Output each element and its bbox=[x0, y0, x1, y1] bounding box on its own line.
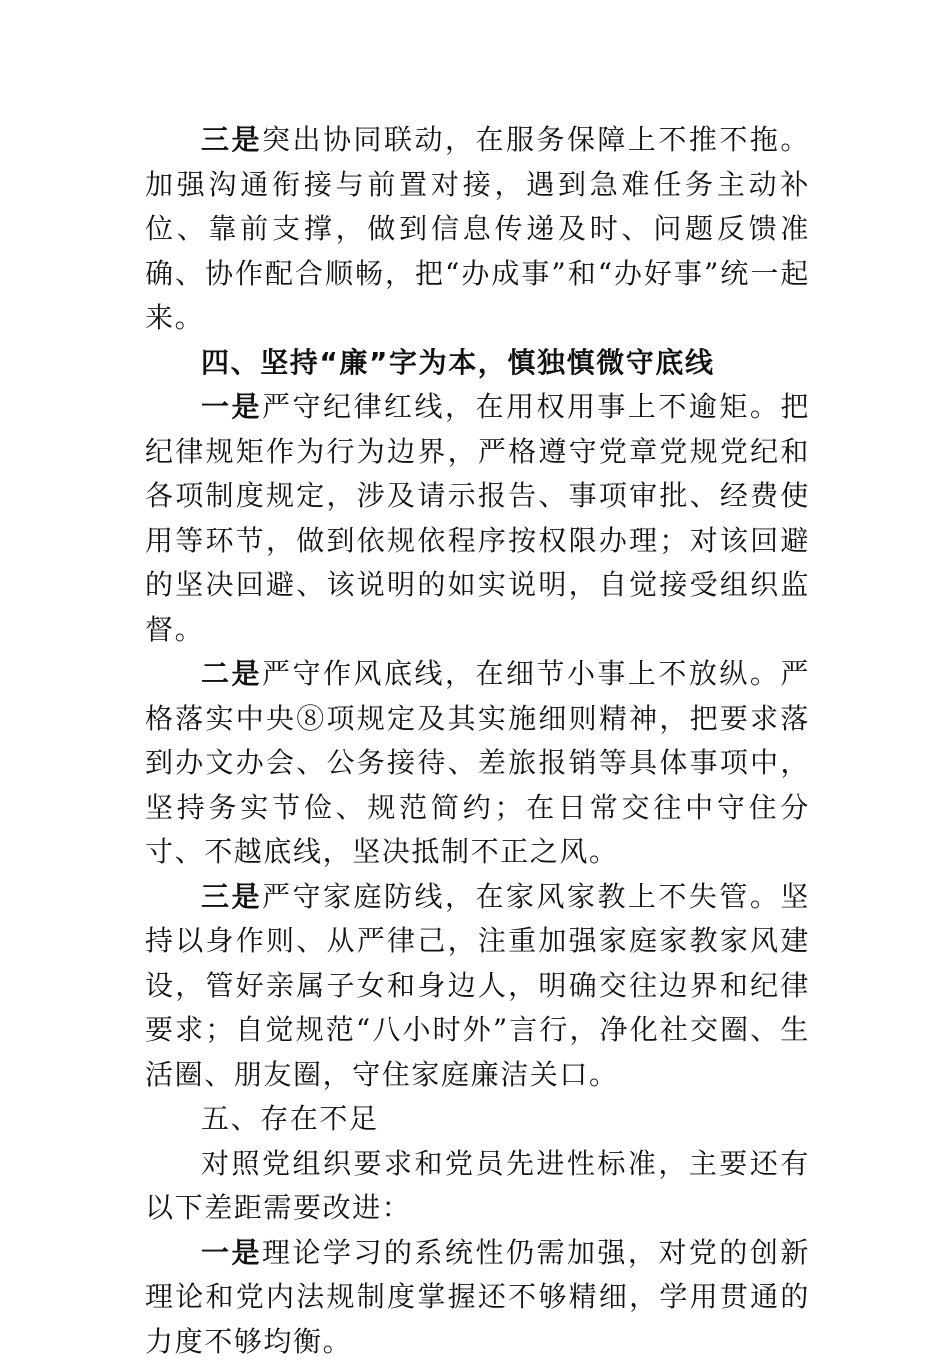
paragraph-work-style bbox=[145, 652, 810, 875]
section-heading-shortcomings: 五、存在不足 bbox=[145, 1097, 810, 1142]
paragraph-text: 严守家庭防线，在家风家教上不失管。坚持以身作则、从严律己，注重加强家庭家教家风建设，管好亲属子女和身边人，明确交往边界和纪律要求；自觉规范“八小时外”言行，净化社交圈、生活圈、朋友圈，守住家庭廉洁关口。 bbox=[145, 880, 810, 1091]
paragraph-lead: 二是 bbox=[201, 657, 262, 690]
paragraph-text: 严守作风底线，在细节小事上不放纵。严格落实中央⑧项规定及其实施细则精神，把要求落到办文办会、公务接待、差旅报销等具体事项中，坚持务实节俭、规范简约；在日常交往中守住分寸、不越底线，坚决抵制不正之风。 bbox=[145, 657, 810, 868]
paragraph-text: 突出协同联动，在服务保障上不推不拖。加强沟通衔接与前置对接，遇到急难任务主动补位、靠前支撑，做到信息传递及时、问题反馈准确、协作配合顺畅，把“办成事”和“办好事”统一起来。 bbox=[145, 123, 810, 334]
paragraph-lead: 三是 bbox=[201, 880, 262, 913]
paragraph-text: 对照党组织要求和党员先进性标准，主要还有以下差距需要改进： bbox=[145, 1147, 810, 1225]
paragraph-text: 理论学习的系统性仍需加强，对党的创新理论和党内法规制度掌握还不够精细，学用贯通的力度不够均衡。 bbox=[145, 1236, 810, 1358]
paragraph-family bbox=[145, 875, 810, 1098]
paragraph-discipline bbox=[145, 385, 810, 652]
section-heading-integrity: 四、坚持“廉”字为本，慎独慎微守底线 bbox=[145, 341, 810, 386]
paragraph-lead: 一是 bbox=[201, 1236, 262, 1269]
paragraph-lead: 一是 bbox=[201, 390, 262, 423]
paragraph-text: 严守纪律红线，在用权用事上不逾矩。把纪律规矩作为行为边界，严格遵守党章党规党纪和各项制度规定，涉及请示报告、事项审批、经费使用等环节，做到依规依程序按权限办理；对该回避的坚决回避、该说明的如实说明，自觉接受组织监督。 bbox=[145, 390, 810, 646]
paragraph-lead: 三是 bbox=[201, 123, 262, 156]
document-page bbox=[145, 118, 810, 1364]
paragraph-coordination bbox=[145, 118, 810, 341]
paragraph-shortcomings-intro bbox=[145, 1142, 810, 1231]
